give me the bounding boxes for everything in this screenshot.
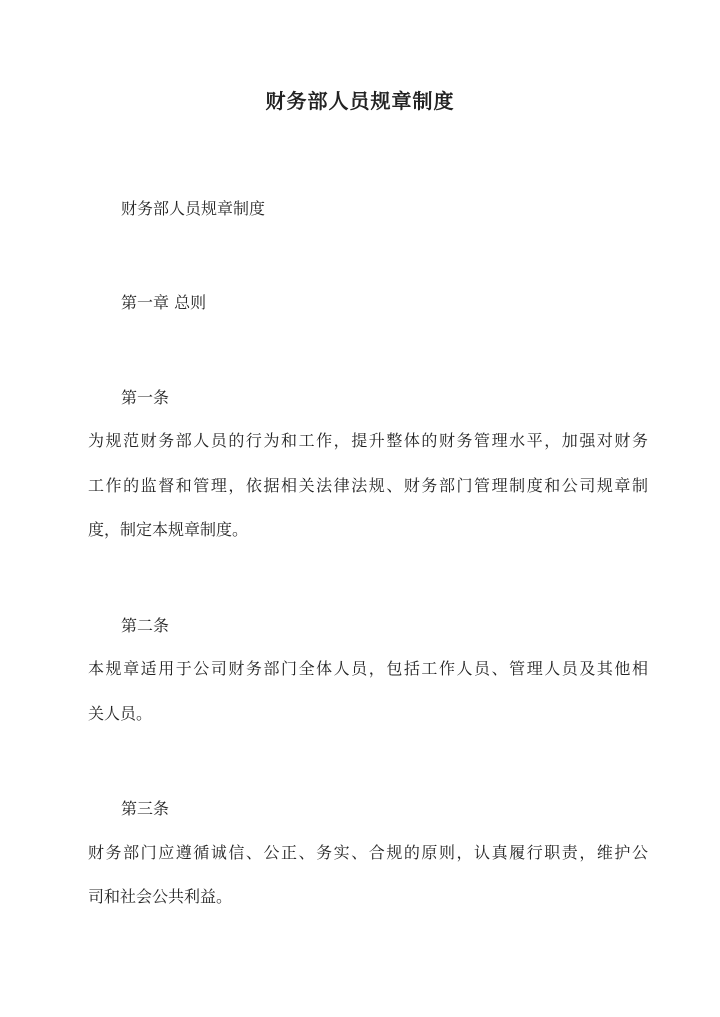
document-subtitle: 财务部人员规章制度	[121, 199, 266, 218]
article-text-line: 司和社会公共利益。	[88, 887, 233, 906]
article-text-line: 为规范财务部人员的行为和工作，提升整体的财务管理水平，加强对财务	[88, 431, 648, 450]
article-text-line: 工作的监督和管理，依据相关法律法规、财务部门管理制度和公司规章制	[88, 476, 648, 495]
document-title: 财务部人员规章制度	[265, 89, 455, 113]
chapter-heading: 第一章 总则	[121, 293, 207, 312]
article-text-line: 关人员。	[88, 704, 153, 723]
article-heading: 第一条	[121, 388, 170, 407]
article-text-line: 本规章适用于公司财务部门全体人员，包括工作人员、管理人员及其他相	[88, 659, 648, 678]
article-heading: 第三条	[121, 799, 170, 818]
article-text-line: 财务部门应遵循诚信、公正、务实、合规的原则，认真履行职责，维护公	[88, 843, 648, 862]
article-heading: 第二条	[121, 616, 170, 635]
article-text-line: 度，制定本规章制度。	[88, 520, 249, 539]
